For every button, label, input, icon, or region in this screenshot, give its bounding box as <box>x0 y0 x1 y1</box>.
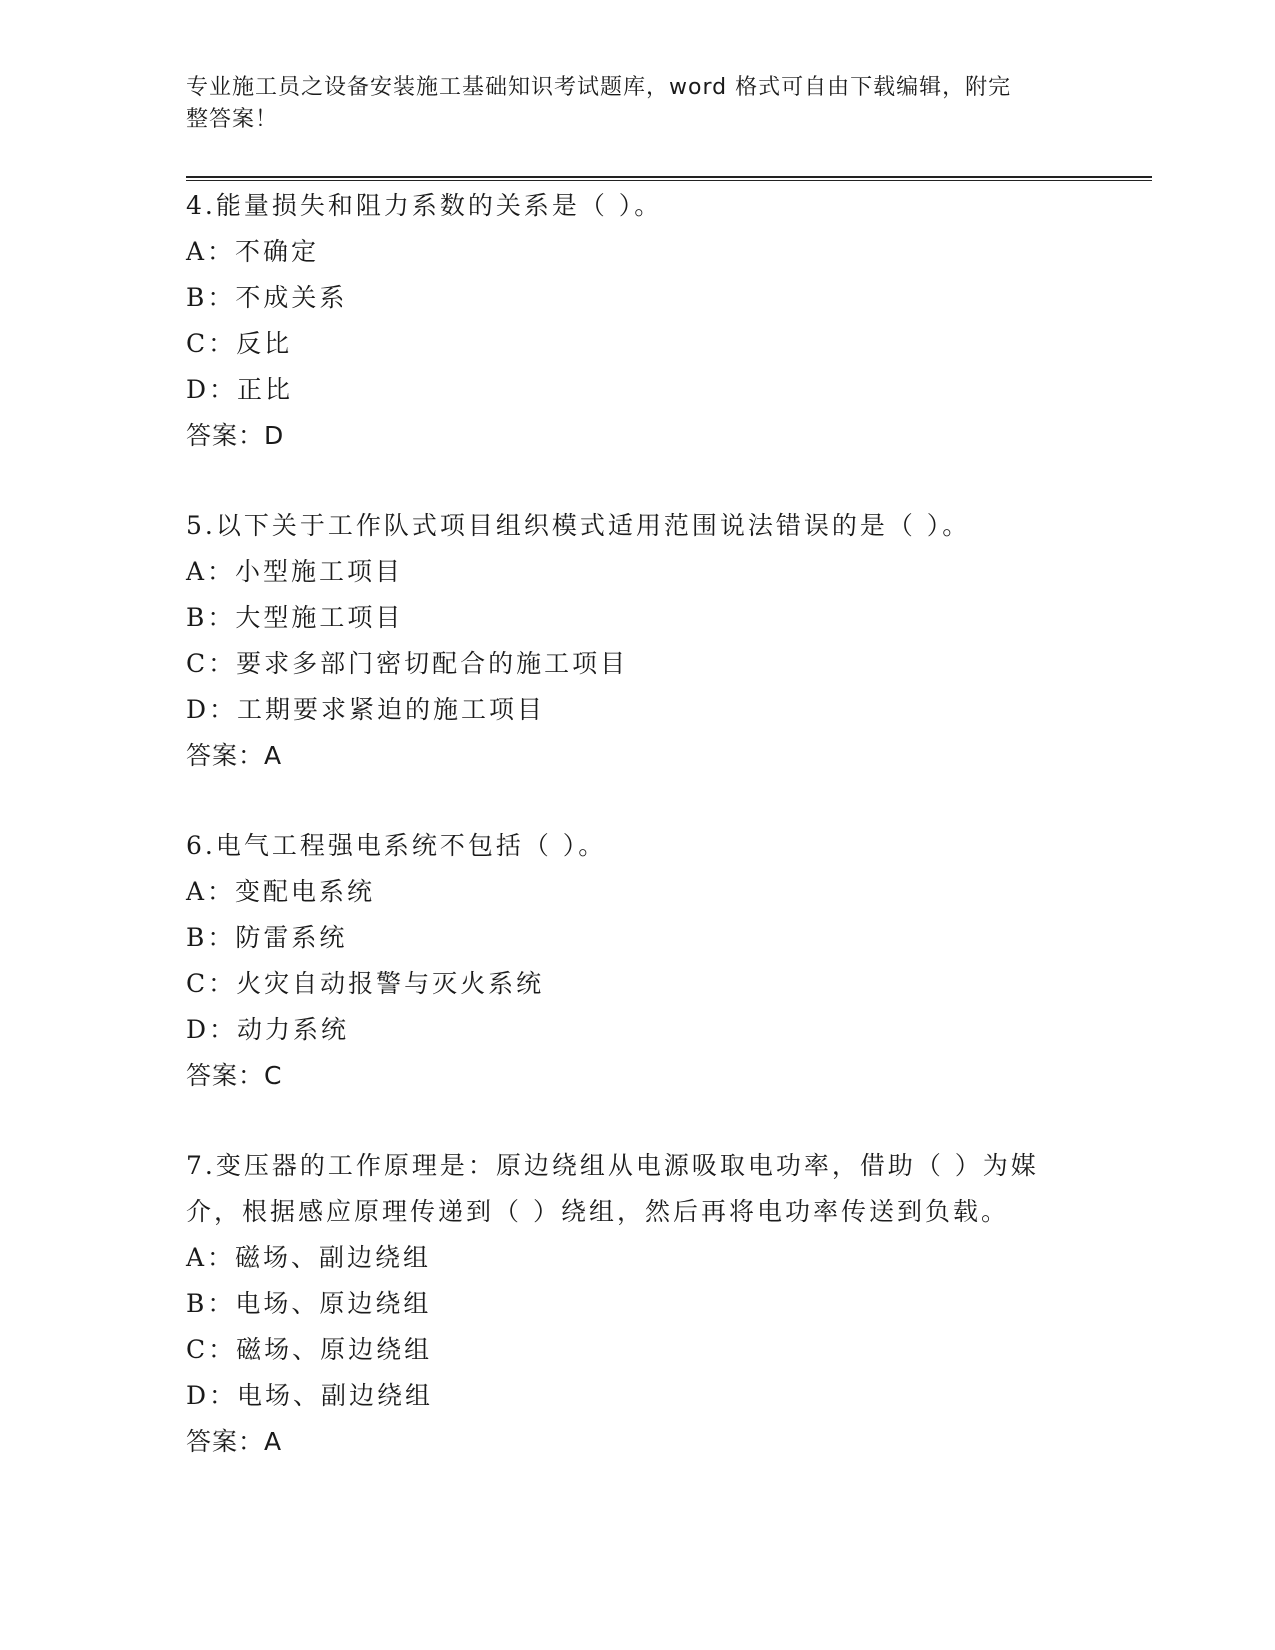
question-stem-line-2: 介，根据感应原理传递到（ ）绕组，然后再将电功率传送到负载。 <box>186 1197 1009 1226</box>
option-d: D：工期要求紧迫的施工项目 <box>186 695 546 724</box>
option-d: D：正比 <box>186 375 294 404</box>
option-a: A：小型施工项目 <box>186 557 404 586</box>
option-d: D：动力系统 <box>186 1015 350 1044</box>
option-c: C：反比 <box>186 329 293 358</box>
question-4 <box>186 183 1146 459</box>
answer: 答案：C <box>186 1061 283 1090</box>
option-b: B：大型施工项目 <box>186 603 404 632</box>
option-c: C：火灾自动报警与灭火系统 <box>186 969 545 998</box>
answer: 答案：A <box>186 741 283 770</box>
question-stem-line-1: 7.变压器的工作原理是：原边绕组从电源吸取电功率，借助（ ）为媒 <box>186 1151 1039 1180</box>
option-b: B：不成关系 <box>186 283 348 312</box>
answer: 答案：D <box>186 421 285 450</box>
option-b: B：电场、原边绕组 <box>186 1289 432 1318</box>
header-line-1: 专业施工员之设备安装施工基础知识考试题库，word 格式可自由下载编辑，附完 <box>186 75 1012 100</box>
answer: 答案：A <box>186 1427 283 1456</box>
header-divider <box>186 176 1152 181</box>
question-6 <box>186 823 1146 1099</box>
question-stem: 4.能量损失和阻力系数的关系是（ ）。 <box>186 191 663 220</box>
question-stem: 5.以下关于工作队式项目组织模式适用范围说法错误的是（ ）。 <box>186 511 971 540</box>
option-a: A：变配电系统 <box>186 877 376 906</box>
header-line-2: 整答案！ <box>186 107 279 132</box>
option-d: D：电场、副边绕组 <box>186 1381 434 1410</box>
question-stem: 6.电气工程强电系统不包括（ ）。 <box>186 831 607 860</box>
question-5 <box>186 503 1146 779</box>
option-b: B：防雷系统 <box>186 923 348 952</box>
option-a: A：磁场、副边绕组 <box>186 1243 432 1272</box>
question-7 <box>186 1143 1146 1465</box>
option-c: C：要求多部门密切配合的施工项目 <box>186 649 629 678</box>
option-c: C：磁场、原边绕组 <box>186 1335 433 1364</box>
option-a: A：不确定 <box>186 237 320 266</box>
document-header <box>186 72 1086 136</box>
